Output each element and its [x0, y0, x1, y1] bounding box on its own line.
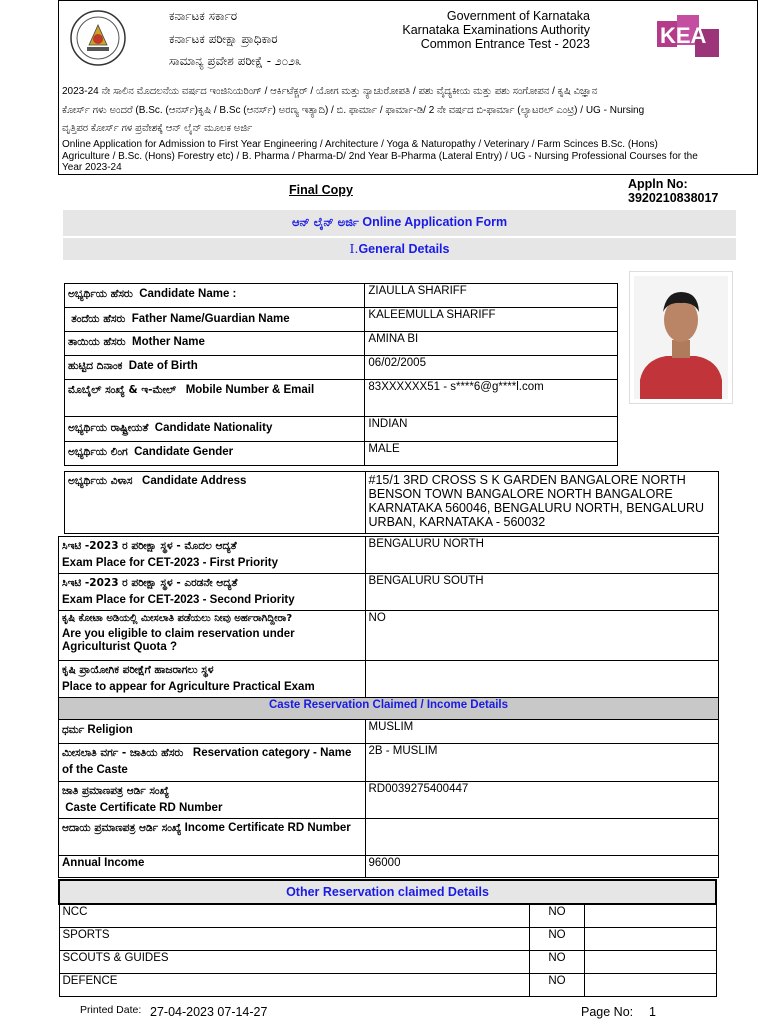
address-value: #15/1 3RD CROSS S K GARDEN BANGALORE NORTH BENSON TOWN BANGALORE NORTH BANGALORE KARNATAKA 560046, BENGALURU NORTH, BENGALURU URBAN, KARNATAKA - 560032 — [365, 472, 718, 534]
other-value: NO — [530, 927, 585, 950]
caste-label-en: Religion — [87, 724, 133, 736]
gender-value: MALE — [365, 442, 618, 466]
caste-details-table — [58, 719, 719, 878]
candidate-name-value: ZIAULLA SHARIFF — [365, 284, 618, 308]
general-label-kn: ಮೊಬೈಲ್ ಸಂಖ್ಯೆ & ಇ-ಮೇಲ್ — [68, 384, 177, 396]
other-label: SPORTS — [59, 927, 530, 950]
general-label-kn: ಅಭ್ಯರ್ಥಿಯ ಹೆಸರು — [68, 288, 133, 300]
exam-details-table — [58, 536, 719, 720]
caste-rd-number-value: RD0039275400447 — [365, 782, 719, 819]
nationality-value: INDIAN — [365, 417, 618, 442]
header-en-desc-1: Online Application for Admission to First Year Engineering / Architecture / Yoga & Naturopathy / Veterinary / Farm Scinces B.Sc. (Hons) — [62, 139, 658, 150]
exam-label-kn: ಸಿಇಟಿ -2023 ರ ಪರೀಕ್ಷಾ ಸ್ಥಳ - ಮೊದಲ ಆದ್ಯತೆ — [62, 540, 237, 552]
exam-label-kn: ಕೃಷಿ ಕೋಟಾ ಅಡಿಯಲ್ಲಿ ಮೀಸಲಾತಿ ಪಡೆಯಲು ನೀವು ಅರ್ಹರಾಗಿದ್ದೀರಾ? — [62, 613, 293, 624]
father-name-value: KALEEMULLA SHARIFF — [365, 308, 618, 332]
form-title-kn: ಆನ್ ಲೈನ್ ಅರ್ಜಿ — [291, 215, 359, 229]
section-title: General Details — [358, 242, 450, 256]
general-label-en: Candidate Name : — [139, 288, 237, 300]
table-row — [65, 332, 618, 356]
general-label-en: Father Name/Guardian Name — [131, 313, 290, 325]
table-row — [59, 927, 716, 950]
general-label-kn: ತಂದೆಯ ಹೆಸರು — [71, 313, 126, 325]
other-label: NCC — [59, 904, 530, 927]
table-row — [59, 819, 719, 856]
general-label-kn: ಹುಟ್ಟಿದ ದಿನಾಂಕ — [68, 360, 123, 372]
dob-value: 06/02/2005 — [365, 356, 618, 380]
table-row — [59, 611, 719, 661]
address-table — [64, 471, 719, 534]
address-label-kn: ಅಭ್ಯರ್ಥಿಯ ವಿಳಾಸ — [68, 475, 133, 487]
header-en-desc-3: Year 2023-24 — [62, 162, 122, 173]
table-row — [59, 973, 716, 996]
table-row — [59, 537, 719, 574]
religion-value: MUSLIM — [365, 720, 719, 744]
application-number — [628, 177, 738, 202]
appln-label: Appln No: — [628, 177, 688, 191]
exam-label-kn: ಕೃಷಿ ಪ್ರಾಯೋಗಿಕ ಪರೀಕ್ಷೆಗೆ ಹಾಜರಾಗಲು ಸ್ಥಳ — [62, 664, 214, 676]
mobile-email-value: 83XXXXXX51 - s****6@g****l.com — [365, 380, 618, 417]
header-en-line-2: Karnataka Examinations Authority — [402, 23, 590, 37]
table-row — [59, 950, 716, 973]
printed-date-value: 27-04-2023 07-14-27 — [150, 1005, 268, 1019]
table-row — [59, 661, 719, 698]
table-row — [65, 380, 618, 417]
karnataka-emblem-icon — [69, 9, 127, 67]
document-header — [58, 0, 758, 175]
table-row — [59, 782, 719, 819]
other-reservation-table — [58, 879, 717, 997]
exam-first-priority-value: BENGALURU NORTH — [365, 537, 718, 574]
appln-value: 3920210838017 — [628, 191, 719, 202]
agri-practical-place-value — [365, 661, 718, 698]
table-row — [65, 417, 618, 442]
header-kn-desc-2: ಕೋರ್ಸ್ ಗಳು ಅಂದರೆ (B.Sc. (ಆನರ್ಸ್)ಕೃಷಿ / B.Sc (ಆನರ್ಸ್) ಅರಣ್ಯ ಇತ್ಯಾದಿ) / ಬಿ. ಫಾರ್ಮಾ / ಫಾರ್ಮಾ-ಡಿ/ 2 ನೇ ವರ್ಷದ ಬಿ-ಫಾರ್ಮಾ (ಲ್ಯಾಟರಲ್ ಎಂಟ್ರಿ) / UG - Nursing — [62, 105, 645, 116]
candidate-photo-icon — [630, 272, 732, 403]
general-label-en: Mother Name — [132, 336, 205, 348]
table-row — [59, 720, 719, 744]
caste-label-kn: ಧರ್ಮ — [62, 724, 85, 736]
annual-income-value: 96000 — [365, 856, 719, 878]
other-label: SCOUTS & GUIDES — [59, 950, 530, 973]
agri-quota-value: NO — [365, 611, 718, 661]
general-details-table — [64, 283, 618, 466]
header-en-desc-2: Agriculture / B.Sc. (Hons) Forestry etc) / B. Pharma / Pharma-D/ 2nd Year B-Pharma (Lateral Entry) / UG - Nursing Professional Courses for the — [62, 151, 698, 162]
candidate-photo — [629, 271, 733, 404]
caste-title-row — [59, 698, 719, 720]
header-kn-line-2: ಕರ್ನಾಟಕ ಪರೀಕ್ಷಾ ಪ್ರಾಧಿಕಾರ — [169, 32, 278, 46]
other-value: NO — [530, 904, 585, 927]
header-kn-line-3: ಸಾಮಾನ್ಯ ಪ್ರವೇಶ ಪರೀಕ್ಷೆ - ೨೦೨೩ — [169, 54, 302, 68]
address-label-en: Candidate Address — [142, 475, 247, 487]
reservation-category-value: 2B - MUSLIM — [365, 744, 719, 782]
caste-label-en: Reservation category - Name of the Caste — [62, 747, 352, 776]
form-title-band — [63, 210, 736, 236]
exam-label-en: Exam Place for CET-2023 - First Priority — [62, 557, 279, 569]
caste-label-kn: ಆದಾಯ ಪ್ರಮಾಣಪತ್ರ ಆರ್ಡಿ ಸಂಖ್ಯೆ — [62, 822, 182, 834]
general-label-en: Date of Birth — [128, 360, 198, 372]
general-label-kn: ಅಭ್ಯರ್ಥಿಯ ಲಿಂಗ — [68, 446, 128, 458]
section-title-band — [63, 238, 736, 260]
kea-logo-icon — [657, 15, 721, 59]
other-section-title: Other Reservation claimed Details — [59, 880, 716, 904]
final-copy-label: Final Copy — [289, 183, 353, 197]
income-rd-number-value — [365, 819, 719, 856]
caste-label-en: Income Certificate RD Number — [184, 822, 351, 834]
general-label-en: Mobile Number & Email — [185, 384, 315, 396]
caste-section-title: Caste Reservation Claimed / Income Details — [59, 698, 719, 720]
table-row — [65, 472, 719, 534]
general-label-en: Candidate Gender — [134, 446, 234, 458]
table-row — [65, 284, 618, 308]
header-kn-desc-3: ವೃತ್ತಿಪರ ಕೋರ್ಸ್ ಗಳ ಪ್ರವೇಶಕ್ಕೆ ಆನ್ ಲೈನ್ ಮೂಲಕ ಅರ್ಜಿ — [62, 123, 253, 134]
caste-label-kn: ಮೀಸಲಾತಿ ವರ್ಗ - ಜಾತಿಯ ಹೆಸರು — [62, 747, 184, 759]
table-row — [65, 442, 618, 466]
caste-label-en: Annual Income — [62, 857, 145, 869]
general-label-kn: ತಾಯಿಯ ಹೆಸರು — [68, 336, 126, 348]
mother-name-value: AMINA BI — [365, 332, 618, 356]
printed-date-label: Printed Date: — [80, 1004, 142, 1016]
general-label-kn: ಅಭ್ಯರ್ಥಿಯ ರಾಷ್ಟ್ರೀಯತೆ — [68, 422, 149, 434]
other-title-row — [59, 880, 716, 904]
header-en-line-3: Common Entrance Test - 2023 — [420, 37, 590, 51]
other-label: DEFENCE — [59, 973, 530, 996]
page-number-label: Page No: — [581, 1005, 634, 1019]
header-en-line-1: Government of Karnataka — [446, 9, 590, 23]
other-value: NO — [530, 950, 585, 973]
exam-label-kn: ಸಿಇಟಿ -2023 ರ ಪರೀಕ್ಷಾ ಸ್ಥಳ - ಎರಡನೇ ಆದ್ಯತೆ — [62, 577, 238, 589]
table-row — [59, 904, 716, 927]
general-label-en: Candidate Nationality — [154, 422, 273, 434]
exam-label-en: Exam Place for CET-2023 - Second Priority — [62, 594, 295, 606]
caste-label-kn: ಜಾತಿ ಪ್ರಮಾಣಪತ್ರ ಆರ್ಡಿ ಸಂಖ್ಯೆ — [62, 785, 170, 797]
page-number-value: 1 — [649, 1005, 656, 1019]
exam-label-en: Are you eligible to claim reservation under Agriculturist Quota ? — [62, 628, 295, 653]
exam-label-en: Place to appear for Agriculture Practical Exam — [62, 681, 315, 693]
exam-second-priority-value: BENGALURU SOUTH — [365, 574, 718, 611]
table-row — [59, 744, 719, 782]
header-kn-desc-1: 2023-24 ನೇ ಸಾಲಿನ ಮೊದಲನೆಯ ವರ್ಷದ ಇಂಜಿನಿಯರಿಂಗ್ / ಆರ್ಕಿಟೆಕ್ಚರ್ / ಯೋಗ ಮತ್ತು ನ್ಯಾಚುರೋಪತಿ / ಪಶು ವೈದ್ಯಕೀಯ ಮತ್ತು ಪಶು ಸಂಗೋಪನ / ಕೃಷಿ ವಿಜ್ಞಾನ — [62, 86, 598, 97]
kea-logo-text: KEA — [660, 23, 707, 48]
table-row — [59, 574, 719, 611]
table-row — [65, 356, 618, 380]
caste-label-en: Caste Certificate RD Number — [65, 802, 223, 814]
header-kn-line-1: ಕರ್ನಾಟಕ ಸರ್ಕಾರ — [169, 9, 238, 23]
section-title-prefix: I. — [349, 241, 359, 256]
table-row — [65, 308, 618, 332]
other-value: NO — [530, 973, 585, 996]
table-row — [59, 856, 719, 878]
form-title-en: Online Application Form — [362, 215, 508, 229]
